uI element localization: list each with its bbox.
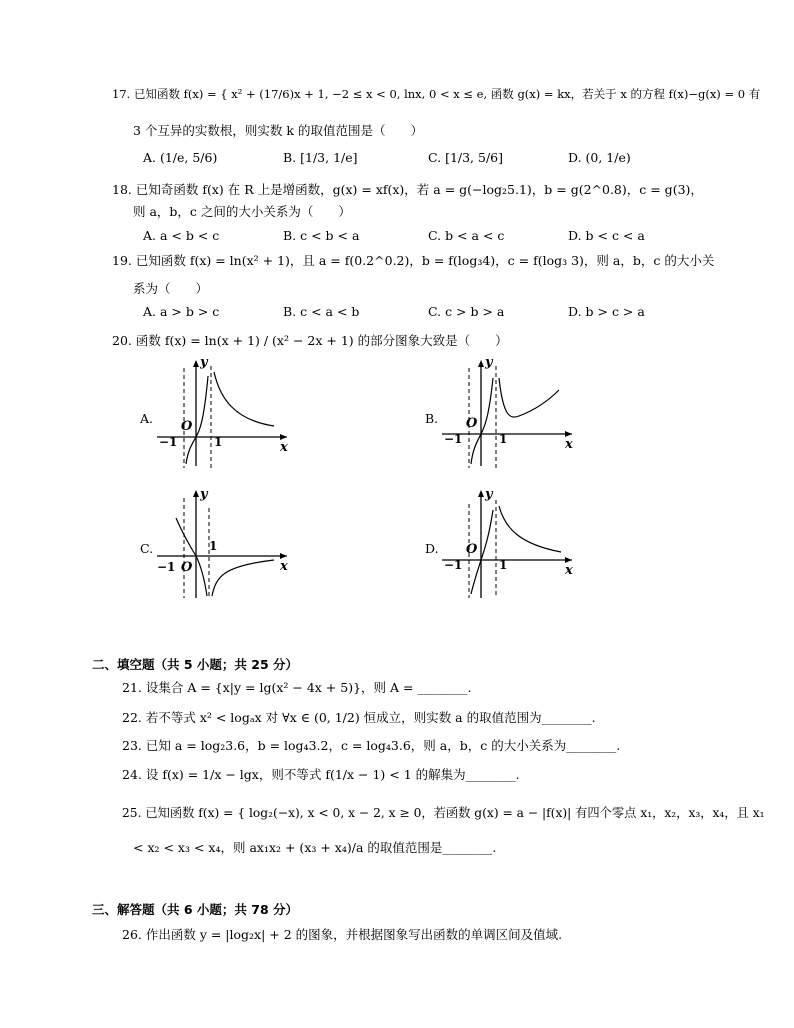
graph-a-tick-1: 1	[214, 435, 223, 449]
graph-c-label: C.	[140, 541, 154, 556]
graph-c-origin: O	[181, 560, 193, 575]
q25-line2: < x₂ < x₃ < x₄，则 ax₁x₂ + (x₃ + x₄)/a 的取值范围是________.	[133, 840, 497, 855]
graph-d-tick-neg1: −1	[444, 558, 463, 572]
q19-option-c: C. c > b > a	[428, 304, 505, 319]
graph-b-tick-1: 1	[499, 432, 508, 446]
q19-option-d: D. b > c > a	[568, 304, 645, 319]
q17-option-a: A. (1/e, 5/6)	[143, 150, 218, 165]
q18-line1: 18. 已知奇函数 f(x) 在 R 上是增函数，g(x) = xf(x)，若 a = g(−log₂5.1)，b = g(2^0.8)，c = g(3)，	[112, 182, 703, 197]
q23: 23. 已知 a = log₂3.6，b = log₄3.2，c = log₄3.6，则 a，b，c 的大小关系为________.	[122, 738, 621, 753]
q18-option-b: B. c < b < a	[283, 228, 360, 243]
q17-option-d: D. (0, 1/e)	[568, 150, 631, 165]
graph-b	[437, 356, 577, 472]
q21: 21. 设集合 A = {x|y = lg(x² − 4x + 5)}，则 A = ________.	[122, 680, 472, 695]
graph-c-y-label: y	[200, 487, 208, 502]
graph-d	[437, 486, 577, 602]
graph-d-tick-1: 1	[499, 558, 508, 572]
graph-a	[152, 356, 292, 472]
graph-d-origin: O	[466, 542, 478, 557]
graph-c-x-label: x	[280, 559, 288, 574]
section2-title: 二、填空题（共 5 小题；共 25 分）	[92, 657, 299, 672]
q19-option-a: A. a > b > c	[143, 304, 220, 319]
graph-d-label: D.	[425, 541, 439, 556]
q19-line1: 19. 已知函数 f(x) = ln(x² + 1)，且 a = f(0.2^0.2)，b = f(log₃4)，c = f(log₃ 3)，则 a，b，c 的大小关	[112, 253, 715, 268]
q17-line1: 17. 已知函数 f(x) = { x² + (17/6)x + 1, −2 ≤ x < 0, lnx, 0 < x ≤ e, 函数 g(x) = kx，若关于 x 的方程 f(x)−g(x) = 0 有	[112, 87, 761, 101]
graph-a-y-label: y	[200, 356, 208, 370]
graph-c	[152, 486, 292, 602]
q18-option-d: D. b < c < a	[568, 228, 645, 243]
q17-option-b: B. [1/3, 1/e]	[283, 150, 358, 165]
q17-line2: 3 个互异的实数根，则实数 k 的取值范围是（ ）	[133, 123, 423, 138]
q20-line1: 20. 函数 f(x) = ln(x + 1) / (x² − 2x + 1) 的部分图象大致是（ ）	[112, 333, 508, 348]
graph-c-tick-neg1: −1	[157, 560, 176, 574]
q26: 26. 作出函数 y = |log₂x| + 2 的图象，并根据图象写出函数的单调区间及值域.	[122, 927, 563, 942]
section3-title: 三、解答题（共 6 小题；共 78 分）	[92, 902, 299, 917]
graph-d-x-label: x	[565, 563, 573, 578]
graph-a-label: A.	[140, 411, 154, 426]
q22: 22. 若不等式 x² < logₐx 对 ∀x ∈ (0, 1/2) 恒成立，则实数 a 的取值范围为________.	[122, 710, 596, 725]
graph-b-x-label: x	[565, 437, 573, 452]
q19-option-b: B. c < a < b	[283, 304, 360, 319]
graph-a-tick-neg1: −1	[159, 435, 178, 449]
q19-line2: 系为（ ）	[133, 281, 209, 296]
graph-a-x-label: x	[280, 440, 288, 455]
q17-option-c: C. [1/3, 5/6]	[428, 150, 503, 165]
graph-b-y-label: y	[485, 356, 493, 370]
q18-line2: 则 a，b，c 之间的大小关系为（ ）	[133, 204, 351, 219]
q18-option-c: C. b < a < c	[428, 228, 505, 243]
graph-d-y-label: y	[485, 487, 493, 502]
q25-line1: 25. 已知函数 f(x) = { log₂(−x), x < 0, x − 2, x ≥ 0，若函数 g(x) = a − |f(x)| 有四个零点 x₁，x₂，x₃，x₄，且 x₁	[122, 806, 765, 820]
graph-b-label: B.	[425, 411, 439, 426]
q18-option-a: A. a < b < c	[143, 228, 220, 243]
graph-a-origin: O	[181, 419, 193, 434]
q24: 24. 设 f(x) = 1/x − lgx，则不等式 f(1/x − 1) < 1 的解集为________.	[122, 767, 520, 782]
graph-c-tick-1: 1	[209, 539, 218, 553]
graph-b-tick-neg1: −1	[444, 432, 463, 446]
graph-b-origin: O	[466, 416, 478, 431]
